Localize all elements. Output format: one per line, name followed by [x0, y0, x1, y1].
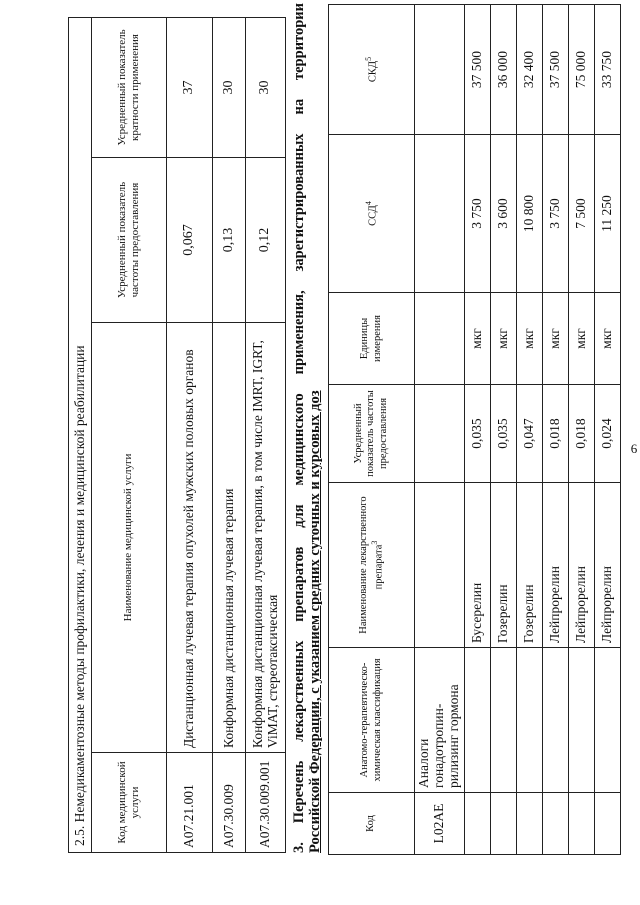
drug-ssd: 3 600 — [490, 135, 516, 293]
section-3-title-line1: 3. Перечень лекарственных препаратов для медицинского применения, зарегистрированных на территории — [291, 3, 307, 853]
footnote-mark: 5 — [363, 56, 373, 61]
table-row — [166, 18, 212, 853]
drug-unit: мкг — [464, 293, 490, 385]
drug-unit: мкг — [490, 293, 516, 385]
table-row — [212, 18, 245, 853]
service-code: A07.30.009 — [212, 753, 245, 853]
group-row — [415, 5, 465, 855]
service-multiplicity: 30 — [212, 18, 245, 158]
drug-ssd: 3 750 — [542, 135, 568, 293]
drug-skd: 75 000 — [568, 5, 594, 135]
drug-unit: мкг — [516, 293, 542, 385]
page-number: 6 — [630, 441, 638, 456]
service-frequency: 0,13 — [212, 158, 245, 323]
header-code: Код — [329, 793, 415, 855]
service-multiplicity: 37 — [166, 18, 212, 158]
header-code: Код медицинской услуги — [91, 753, 166, 853]
table-row — [516, 5, 542, 855]
drug-skd: 36 000 — [490, 5, 516, 135]
table-row — [245, 18, 285, 853]
drug-name: Лейпрорелин — [542, 483, 568, 648]
section-3-title — [291, 3, 323, 853]
drug-frequency: 0,018 — [568, 385, 594, 483]
drug-skd: 33 750 — [594, 5, 620, 135]
header-unit: Единицы измерения — [329, 293, 415, 385]
drug-ssd: 3 750 — [464, 135, 490, 293]
service-code: A07.30.009.001 — [245, 753, 285, 853]
drug-unit: мкг — [542, 293, 568, 385]
drug-name: Лейпрорелин — [568, 483, 594, 648]
service-frequency: 0,067 — [166, 158, 212, 323]
drug-frequency: 0,047 — [516, 385, 542, 483]
drug-name: Гозерелин — [490, 483, 516, 648]
table-header-row — [329, 5, 415, 855]
drug-skd: 37 500 — [464, 5, 490, 135]
footnote-mark: 4 — [363, 201, 373, 206]
header-drug — [329, 483, 415, 648]
header-frequency: Усредненный показатель частоты предоставления — [329, 385, 415, 483]
drug-unit: мкг — [594, 293, 620, 385]
service-multiplicity: 30 — [245, 18, 285, 158]
service-name: Дистанционная лучевая терапия опухолей мужских половых органов — [166, 323, 212, 753]
drug-frequency: 0,024 — [594, 385, 620, 483]
header-skd-label: СКД — [367, 60, 379, 83]
service-name: Конформная дистанционная лучевая терапия, в том числе IMRT, IGRT, ViMAT, стереотаксическая — [245, 323, 285, 753]
group-code: L02AE — [415, 793, 465, 855]
header-ssd-label: ССД — [367, 205, 379, 226]
header-ssd — [329, 135, 415, 293]
drug-name: Бусерелин — [464, 483, 490, 648]
header-multiplicity: Усредненный показатель кратности применения — [91, 18, 166, 158]
drug-unit: мкг — [568, 293, 594, 385]
drug-ssd: 10 800 — [516, 135, 542, 293]
drug-ssd: 7 500 — [568, 135, 594, 293]
drug-ssd: 11 250 — [594, 135, 620, 293]
drug-name: Лейпрорелин — [594, 483, 620, 648]
table-row — [568, 5, 594, 855]
drug-skd: 32 400 — [516, 5, 542, 135]
table-row — [594, 5, 620, 855]
header-name: Наименование медицинской услуги — [91, 323, 166, 753]
service-code: A07.21.001 — [166, 753, 212, 853]
header-drug-label: Наименование лекарственного препарата — [357, 496, 385, 634]
table-header-row — [91, 18, 166, 853]
section-2-5-title: 2.5. Немедикаментозные методы профилактики, лечения и медицинской реабилитации — [69, 18, 92, 853]
footnote-mark: 3 — [369, 540, 379, 545]
drug-frequency: 0,035 — [490, 385, 516, 483]
drug-frequency: 0,018 — [542, 385, 568, 483]
drug-frequency: 0,035 — [464, 385, 490, 483]
header-frequency: Усредненный показатель частоты предоставления — [91, 158, 166, 323]
non-drug-methods-table — [68, 17, 286, 853]
table-row — [542, 5, 568, 855]
header-atc: Анатомо-терапевтическо-химическая классификация — [329, 648, 415, 793]
table-row — [490, 5, 516, 855]
section-3-title-line2: Российской Федерации, с указанием средних суточных и курсовых доз — [307, 390, 324, 853]
drug-skd: 37 500 — [542, 5, 568, 135]
service-name: Конформная дистанционная лучевая терапия — [212, 323, 245, 753]
drug-list-table — [328, 4, 621, 855]
group-atc: Аналоги гонадотропин-рилизинг гормона — [415, 648, 465, 793]
drug-name: Гозерелин — [516, 483, 542, 648]
service-frequency: 0,12 — [245, 158, 285, 323]
header-skd — [329, 5, 415, 135]
table-row — [464, 5, 490, 855]
